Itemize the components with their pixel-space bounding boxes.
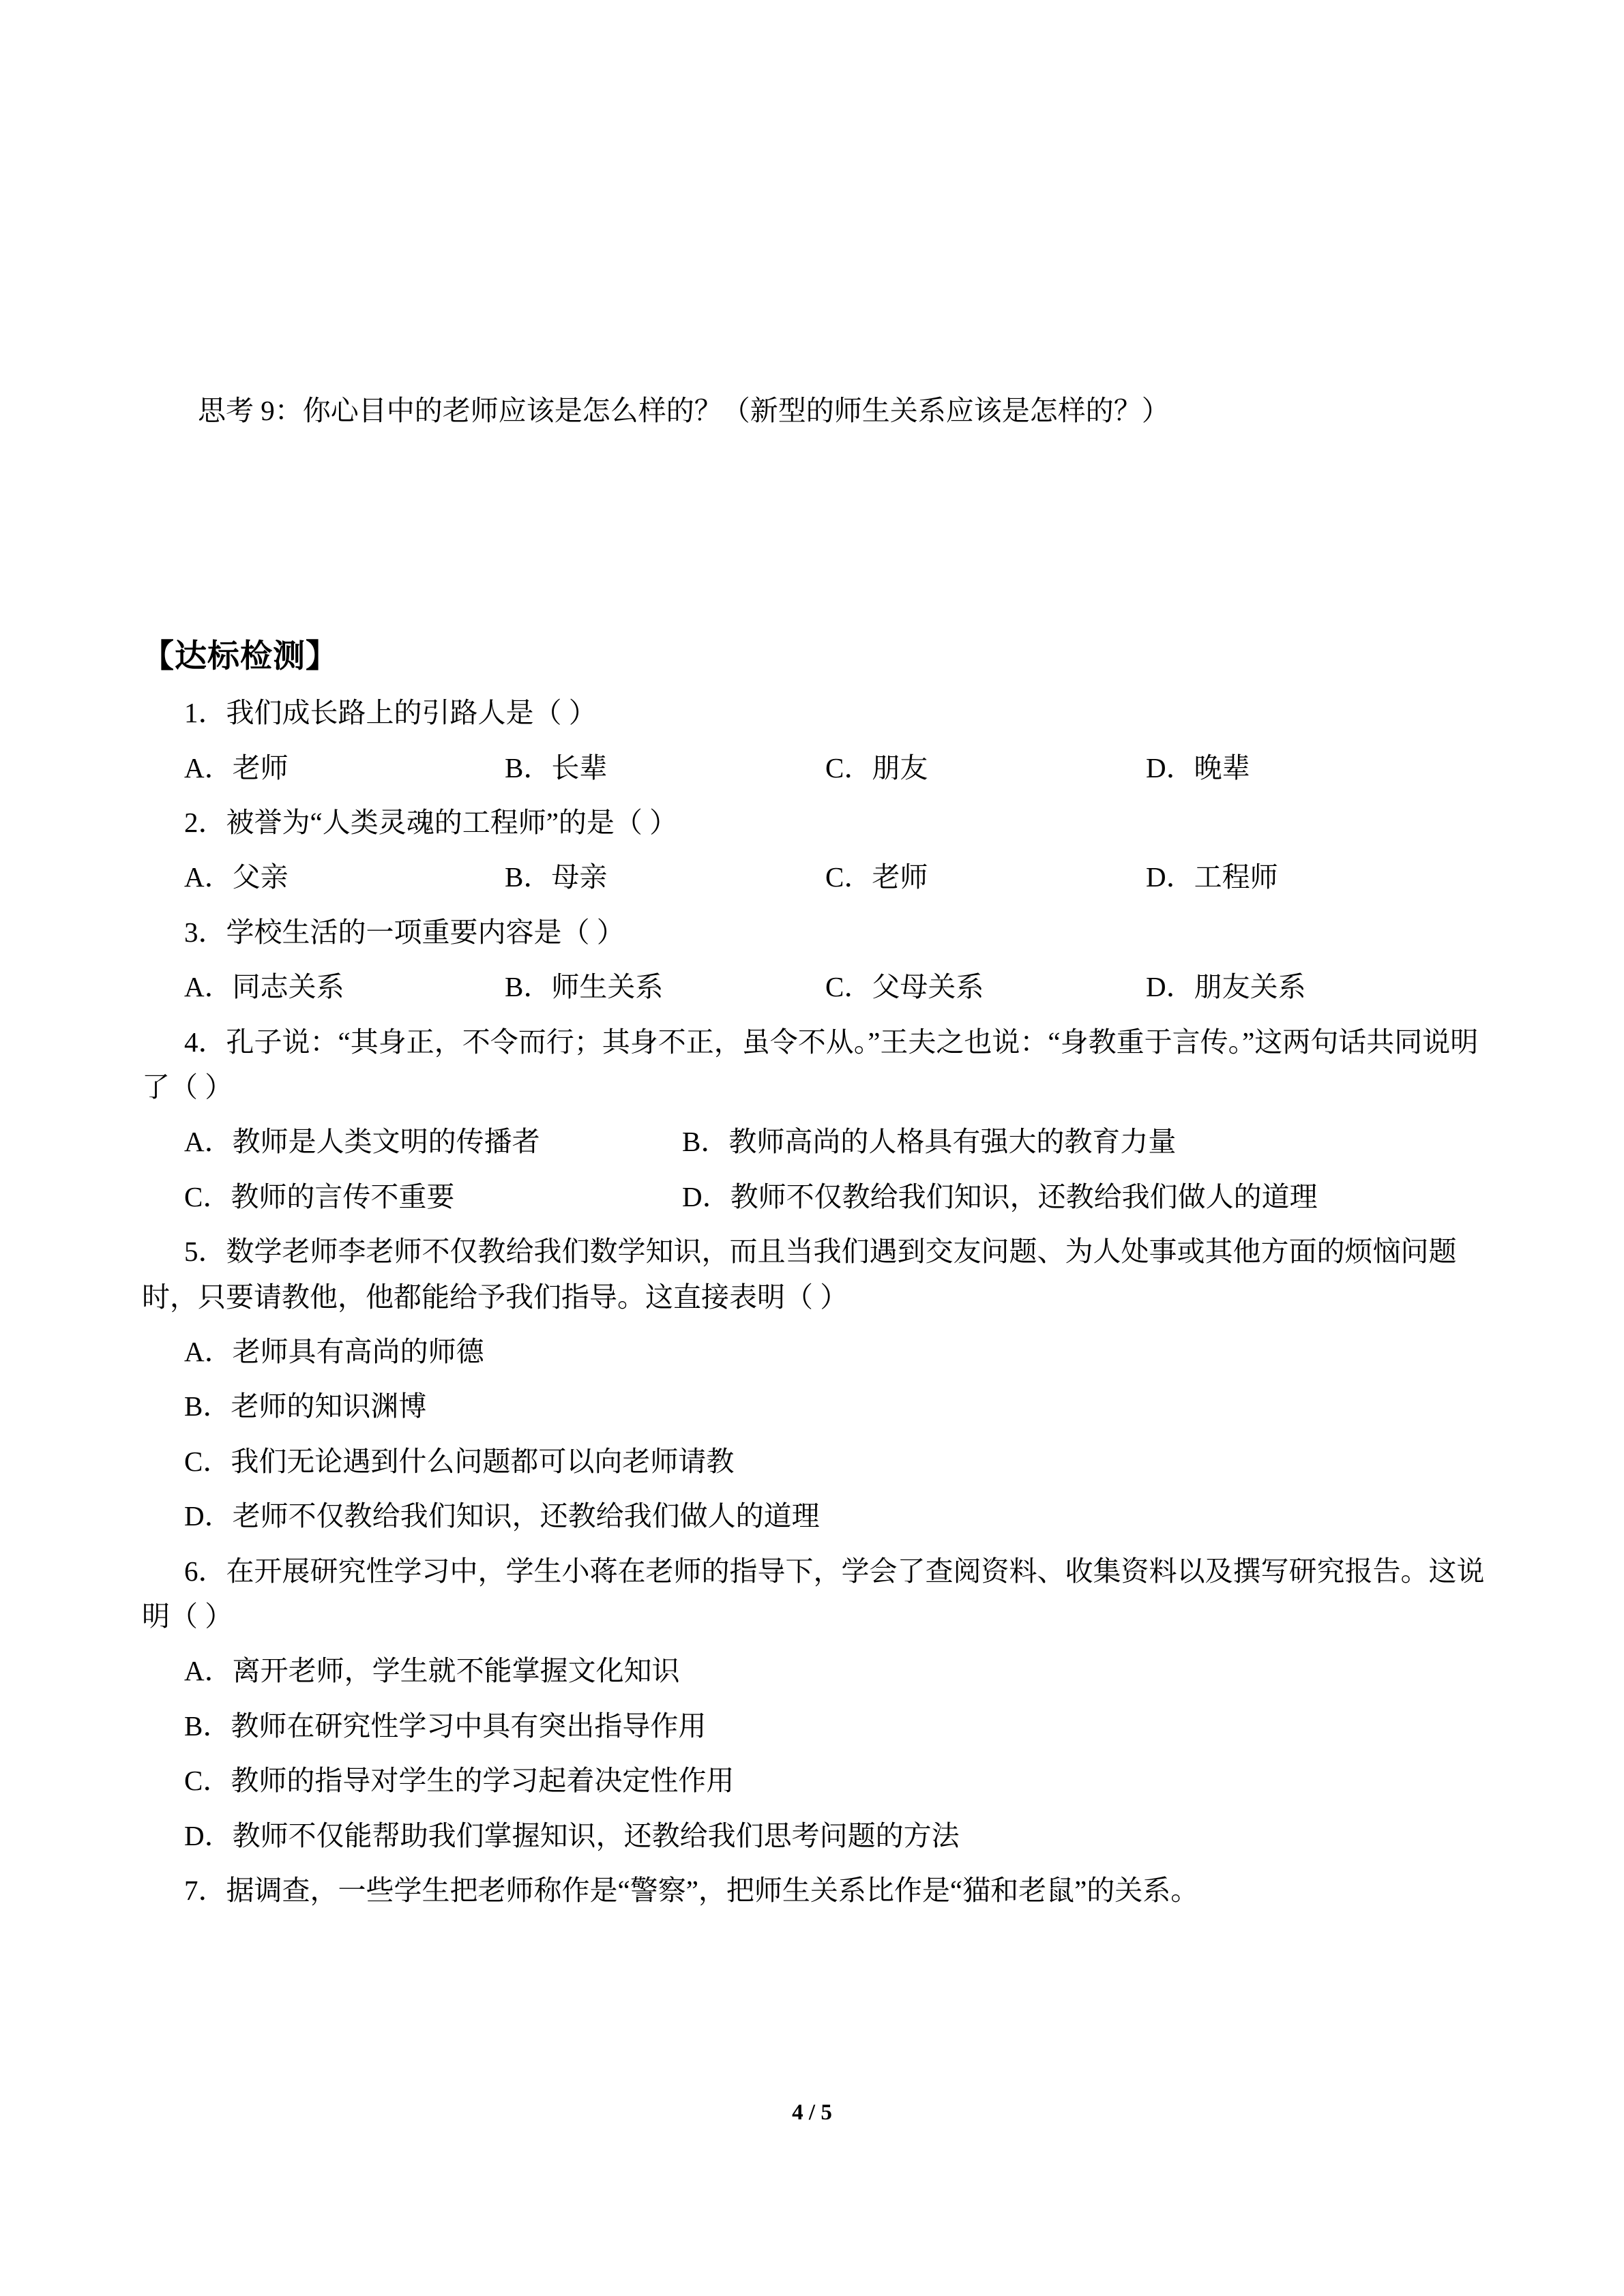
question-stem: 6．在开展研究性学习中，学生小蒋在老师的指导下，学会了查阅资料、收集资料以及撰写研究报告。这说明（ ）: [142, 1555, 1485, 1632]
option-item: C．我们无论遇到什么问题都可以向老师请教: [184, 1445, 735, 1477]
question-options-row: [142, 854, 1486, 899]
option-item: C．朋友: [825, 751, 928, 784]
option-item: D．教师不仅能帮助我们掌握知识，还教给我们思考问题的方法: [184, 1819, 960, 1851]
question-options-row: [142, 1119, 1486, 1164]
question-stem: 1．我们成长路上的引路人是（ ）: [184, 697, 597, 729]
option-item: C．教师的指导对学生的学习起着决定性作用: [184, 1765, 735, 1797]
option-item: D．朋友关系: [1146, 971, 1306, 1003]
option-item: A．老师: [184, 751, 289, 784]
option-item: B．老师的知识渊博: [184, 1390, 427, 1422]
option-item: C．父母关系: [825, 971, 984, 1003]
option-item: B．师生关系: [505, 971, 664, 1003]
option-item: B．母亲: [505, 861, 608, 893]
option-item: B．长辈: [505, 751, 608, 784]
page-content: [142, 0, 1486, 1913]
option-item: C．老师: [825, 861, 928, 893]
question-stem: 7．据调查，一些学生把老师称作是“警察”，把师生关系比作是“猫和老鼠”的关系。: [184, 1875, 1199, 1907]
question-stem: 4．孔子说：“其身正，不令而行；其身不正，虽令不从。”王夫之也说：“身教重于言传。”这两句话共同说明了（ ）: [142, 1026, 1479, 1103]
question-stem: 2．被誉为“人类灵魂的工程师”的是（ ）: [184, 806, 678, 838]
option-item: D．工程师: [1146, 861, 1278, 893]
question-options-row: [142, 745, 1486, 790]
option-item: A．离开老师，学生就不能掌握文化知识: [184, 1655, 680, 1687]
option-item: C．教师的言传不重要: [184, 1180, 455, 1212]
section-title: 【达标检测】: [142, 638, 338, 674]
think-question-line: 思考 9：你心目中的老师应该是怎么样的？（新型的师生关系应该是怎样的？）: [198, 395, 1170, 426]
option-item: A．老师具有高尚的师德: [184, 1335, 484, 1367]
question-options-row: [142, 1174, 1486, 1219]
option-item: A．同志关系: [184, 971, 344, 1003]
question-stem: 3．学校生活的一项重要内容是（ ）: [184, 916, 625, 948]
option-item: A．教师是人类文明的传播者: [184, 1126, 540, 1158]
option-item: D．教师不仅教给我们知识，还教给我们做人的道理: [682, 1180, 1318, 1212]
page-number: 4 / 5: [792, 2100, 832, 2125]
option-item: B．教师高尚的人格具有强大的教育力量: [682, 1126, 1177, 1158]
question-stem: 5．数学老师李老师不仅教给我们数学知识，而且当我们遇到交友问题、为人处事或其他方面的烦恼问题时，只要请教他，他都能给予我们指导。这直接表明（ ）: [142, 1236, 1457, 1313]
option-item: A．父亲: [184, 861, 289, 893]
option-item: B．教师在研究性学习中具有突出指导作用: [184, 1710, 707, 1742]
option-item: D．晚辈: [1146, 751, 1250, 784]
question-options-row: [142, 964, 1486, 1009]
option-item: D．老师不仅教给我们知识，还教给我们做人的道理: [184, 1500, 820, 1532]
